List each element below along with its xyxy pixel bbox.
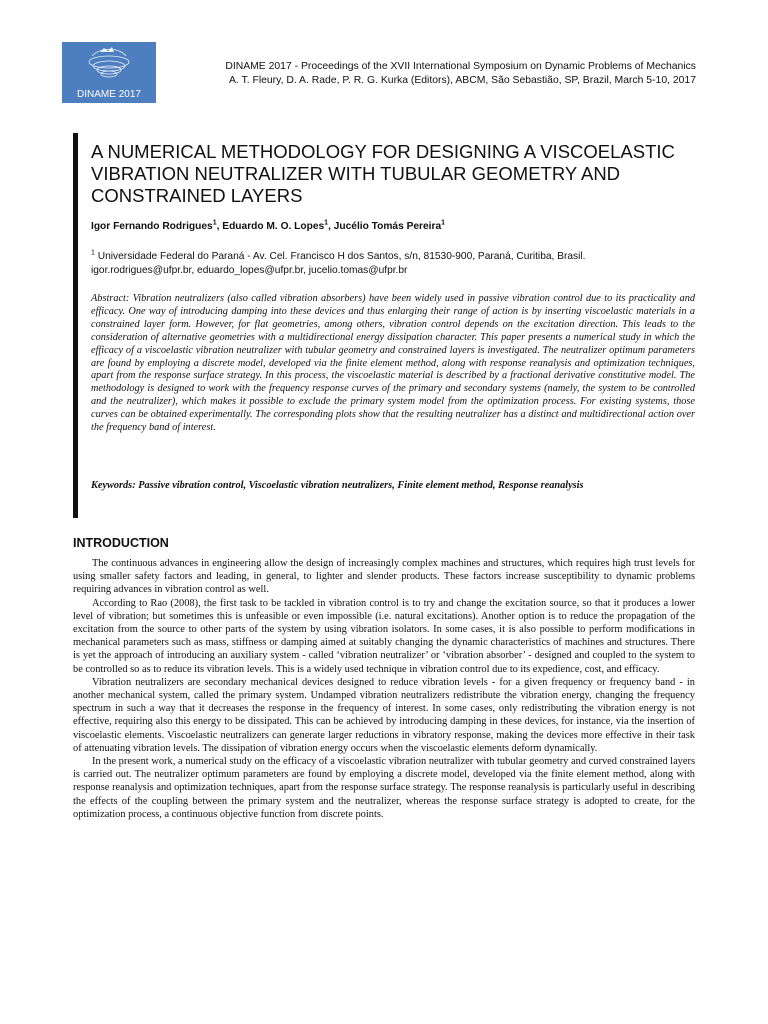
section-heading: INTRODUCTION — [73, 536, 169, 550]
body-paragraph: According to Rao (2008), the first task to be tackled in vibration control is to try and change the excitation source, so that it produces a lower level of vibration; but sometimes this is unfeasible or even impossible (i.e. natural excitations). Another option is to reduce the propagation of the excitation from the source to other parts of the system by using vibration isolators. In some cases, it is also possible to perform modifications in mechanical parameters such as mass, stiffness or damping aimed at suitably changing the dynamic characteristics of machines and structures. There is yet the approach of introducing an auxiliary system - called ‘vibration neutralizer’ or ‘vibration absorber’ - designed and coupled to the system to be controlled so as to reduce its vibration levels. This is a widely used technique in vibration control due to its expedience, cost, and efficacy. — [73, 597, 695, 675]
logo-text: DINAME 2017 — [77, 89, 141, 100]
body-paragraph: Vibration neutralizers are secondary mechanical devices designed to reduce vibration levels - for a given frequency or frequency band - in another mechanical system, called the primary system. Undamped vibration neutralizers redistribute the vibration energy, changing the frequency spectrum in such a way that it decreases the response in the frequency of interest. In some cases, only redistributing the vibration energy is not effective, requiring also this energy to be dissipated. This can be achieved by introducing damping in these devices, for instance, via the insertion of viscoelastic elements. Viscoelastic neutralizers can generate larger reductions in vibratory response, making the devices more effective in their task of attenuating vibration levels. The dissipation of vibration energy occurs when the viscoelastic elements deform dynamically. — [73, 676, 695, 754]
author-affiliation-mark: 1 — [324, 219, 329, 227]
author-name: Eduardo M. O. Lopes — [222, 221, 325, 232]
author-affiliation-mark: 1 — [212, 219, 217, 227]
author-name: Jucélio Tomás Pereira — [333, 221, 442, 232]
abstract: Abstract: Vibration neutralizers (also called vibration absorbers) have been widely used in passive vibration control due to its practicality and efficacy. One way of introducing damping into these devices and thus enlarging their range of action is by inserting viscoelastic materials in a constrained layer form. However, for flat geometries, among others, vibration control depends on the excitation direction. This leads to the consideration of alternative geometries with a multidirectional energy dissipation character. This paper presents a numerical study in which the efficacy of a viscoelastic vibration neutralizer with tubular geometry and constrained layers is investigated. The neutralizer optimum parameters are found by employing a discrete model, developed via the finite element method, along with response reanalysis and optimization techniques, apart from the response surface strategy. In this process, the viscoelastic material is described by a fractional derivative constitutive model. The methodology is designed to work with the frequency response curves of the primary and secondary systems (namely, the system to be controlled and the neutralizer), which makes it possible to exclude the primary system model from the optimization process. For existing systems, those curves can be obtained experimentally. The corresponding plots show that the resulting neutralizer has a distinct and multidirectional action over the frequency band of interest. — [91, 293, 695, 434]
affiliation-block — [91, 250, 701, 277]
conference-logo — [62, 42, 156, 103]
author-affiliation-mark: 1 — [441, 219, 446, 227]
paper-title: A NUMERICAL METHODOLOGY FOR DESIGNING A VISCOELASTIC VIBRATION NEUTRALIZER WITH TUBULAR GEOMETRY AND CONSTRAINED LAYERS — [91, 141, 675, 206]
author-emails: igor.rodrigues@ufpr.br, eduardo_lopes@ufpr.br, jucelio.tomas@ufpr.br — [91, 264, 408, 276]
proceedings-header — [170, 60, 696, 88]
body-paragraph: The continuous advances in engineering allow the design of increasingly complex machines and structures, which requires high trust levels for using smaller safety factors and leading, in general, to lighter and slender products. These factors increase susceptibility to dynamic problems requiring advances in vibration control as well. — [73, 558, 695, 596]
author-separator: , — [328, 221, 334, 232]
section-body — [73, 557, 695, 821]
affiliation-mark: 1 — [91, 249, 95, 257]
body-paragraph: In the present work, a numerical study on the efficacy of a viscoelastic vibration neutralizer with tubular geometry and curved constrained layers is carried out. The neutralizer optimum parameters are found by employing a discrete model, developed via the finite element method, along with response reanalysis and optimization techniques, apart from the response surface strategy. The response reanalysis is particularly useful in describing the effects of the coupling between the primary system and the neutralizer, whereas the response surface strategy is adopted to create, for the optimization process, a continuous objective function from discrete points. — [73, 756, 695, 820]
author-name: Igor Fernando Rodrigues — [91, 221, 213, 232]
author-separator: , — [216, 221, 223, 232]
author-list — [91, 221, 445, 232]
affiliation-text: Universidade Federal do Paraná - Av. Cel. Francisco H dos Santos, s/n, 81530-900, Paraná, Curitiba, Brasil. — [97, 251, 586, 262]
affiliation-line — [91, 250, 701, 264]
header-line-2: A. T. Fleury, D. A. Rade, P. R. G. Kurka (Editors), ABCM, São Sebastião, SP, Brazil, March 5-10, 2017 — [228, 75, 696, 86]
header-line-1: DINAME 2017 - Proceedings of the XVII International Symposium on Dynamic Problems of Mechanics — [225, 61, 696, 72]
keywords: Keywords: Passive vibration control, Viscoelastic vibration neutralizers, Finite element method, Response reanalysis — [91, 480, 584, 491]
title-side-bar — [73, 133, 78, 518]
